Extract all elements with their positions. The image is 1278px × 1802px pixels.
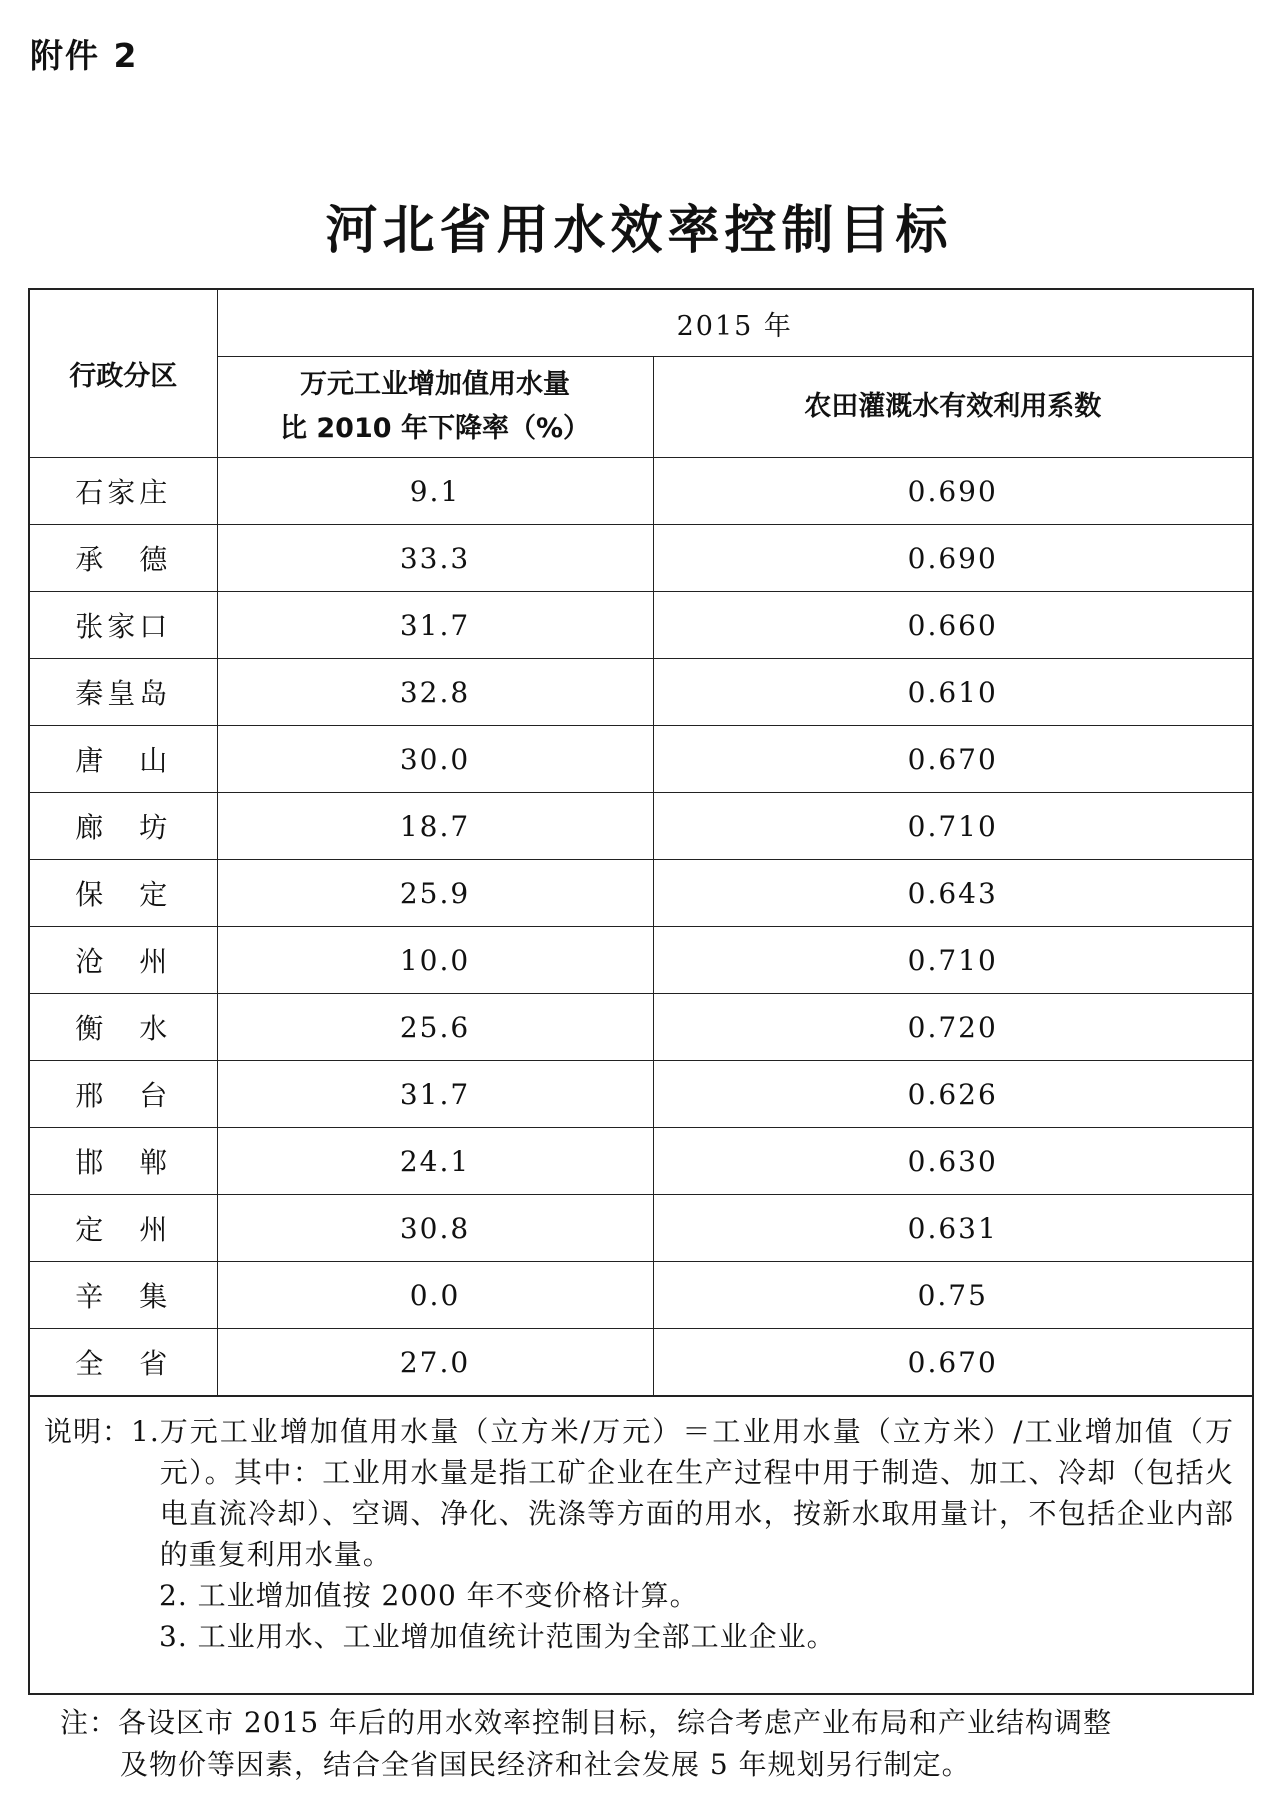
table-row [30,458,1252,525]
note-item-2-text: 2. 工业增加值按 2000 年不变价格计算。 [159,1579,699,1612]
note-item-1-text: 万元工业增加值用水量（立方米/万元）＝工业用水量（立方米）/工业增加值（万元）。其中：工业用水量是指工矿企业在生产过程中用于制造、加工、冷却（包括火电直流冷却）、空调、净化、洗涤等方面的用水，按新水取用量计，不包括企业内部的重复利用水量。 [159,1415,1234,1571]
table-row [30,659,1252,726]
coefficient-cell: 0.626 [653,1061,1252,1128]
note-item-1 [44,1411,1234,1575]
coefficient-cell: 0.631 [653,1195,1252,1262]
reduction-cell: 27.0 [217,1329,653,1396]
region-cell: 衡 水 [30,994,217,1061]
reduction-header-line1: 万元工业增加值用水量 [300,369,570,400]
table-row [30,592,1252,659]
note-item-2 [44,1575,1234,1616]
reduction-rate-header [217,357,653,458]
table-row [30,793,1252,860]
table-row [30,1262,1252,1329]
table-row [30,1329,1252,1396]
table-row [30,726,1252,793]
table-row [30,860,1252,927]
note-lead: 说明：1. [44,1415,160,1448]
region-cell: 邯 郸 [30,1128,217,1195]
reduction-cell: 25.6 [217,994,653,1061]
region-cell: 全 省 [30,1329,217,1396]
reduction-cell: 32.8 [217,659,653,726]
table-row [30,1195,1252,1262]
reduction-cell: 10.0 [217,927,653,994]
coefficient-cell: 0.690 [653,525,1252,592]
coefficient-cell: 0.720 [653,994,1252,1061]
water-efficiency-table [30,290,1252,1396]
coefficient-cell: 0.610 [653,659,1252,726]
coefficient-cell: 0.643 [653,860,1252,927]
region-cell: 廊 坊 [30,793,217,860]
region-cell: 石家庄 [30,458,217,525]
irrigation-coefficient-header: 农田灌溉水有效利用系数 [653,357,1252,458]
table-body [30,458,1252,1396]
table-row [30,1128,1252,1195]
reduction-cell: 30.0 [217,726,653,793]
reduction-cell: 24.1 [217,1128,653,1195]
reduction-header-line2: 比 2010 年下降率（%） [280,413,590,444]
reduction-cell: 31.7 [217,592,653,659]
region-cell: 保 定 [30,860,217,927]
year-header-text: 2015 年 [676,310,793,342]
reduction-cell: 33.3 [217,525,653,592]
region-header: 行政分区 [30,290,217,458]
coefficient-cell: 0.690 [653,458,1252,525]
coefficient-cell: 0.670 [653,1329,1252,1396]
coefficient-cell: 0.630 [653,1128,1252,1195]
footnote-line-1: 注：各设区市 2015 年后的用水效率控制目标，综合考虑产业布局和产业结构调整 [60,1706,1113,1739]
table-row [30,927,1252,994]
coefficient-cell: 0.75 [653,1262,1252,1329]
page-title: 河北省用水效率控制目标 [325,201,953,261]
year-header [217,290,1252,357]
region-cell: 承 德 [30,525,217,592]
region-cell: 秦皇岛 [30,659,217,726]
coefficient-cell: 0.660 [653,592,1252,659]
table-frame [28,288,1254,1695]
explanation-notes [30,1396,1252,1657]
reduction-cell: 25.9 [217,860,653,927]
region-cell: 定 州 [30,1195,217,1262]
reduction-cell: 30.8 [217,1195,653,1262]
table-row [30,994,1252,1061]
region-cell: 辛 集 [30,1262,217,1329]
coefficient-cell: 0.670 [653,726,1252,793]
attachment-label: 附件 2 [30,36,139,75]
region-cell: 沧 州 [30,927,217,994]
reduction-cell: 31.7 [217,1061,653,1128]
region-cell: 张家口 [30,592,217,659]
coefficient-cell: 0.710 [653,927,1252,994]
note-item-3 [44,1616,1234,1657]
table-row [30,1061,1252,1128]
reduction-cell: 9.1 [217,458,653,525]
reduction-cell: 0.0 [217,1262,653,1329]
reduction-cell: 18.7 [217,793,653,860]
footnote-line-2: 及物价等因素，结合全省国民经济和社会发展 5 年规划另行制定。 [120,1748,971,1781]
region-cell: 邢 台 [30,1061,217,1128]
table-row [30,525,1252,592]
region-cell: 唐 山 [30,726,217,793]
footnote [60,1702,1255,1786]
note-item-3-text: 3. 工业用水、工业增加值统计范围为全部工业企业。 [159,1620,836,1653]
coefficient-cell: 0.710 [653,793,1252,860]
